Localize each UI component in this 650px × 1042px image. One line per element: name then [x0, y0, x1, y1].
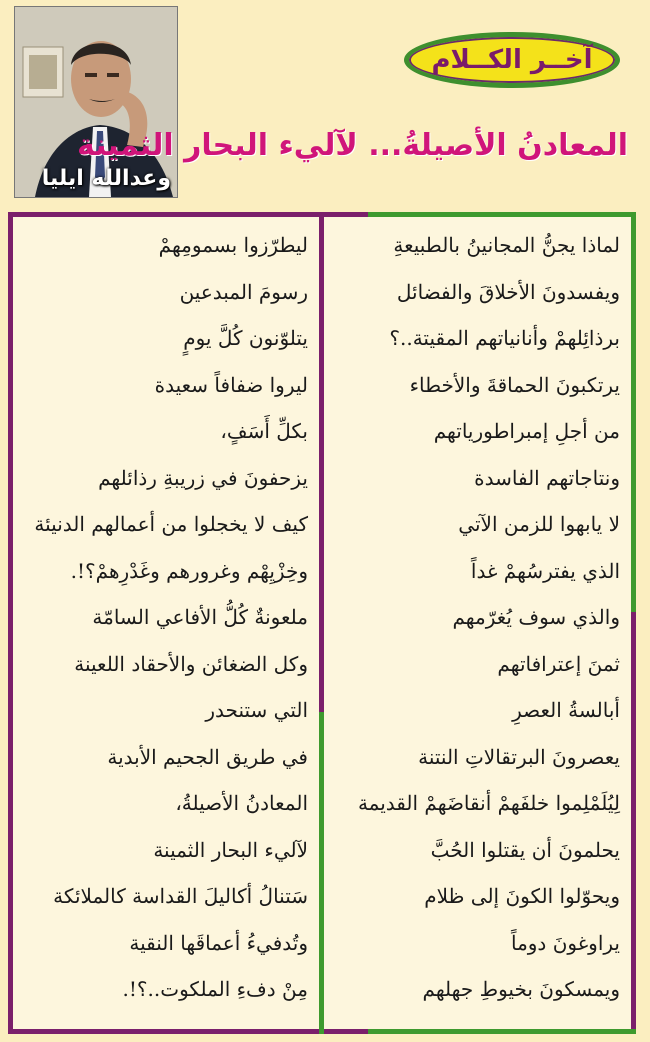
article-headline: المعادنُ الأصيلةُ... لآليء البحار الثمينة [77, 128, 628, 163]
poem-line: برذائِلهمْ وأنانياتهم المقيتة..؟ [389, 326, 620, 350]
poem-line: يراوغونَ دوماً [510, 930, 620, 955]
poem-line: ليروا ضفافاً سعيدة [154, 372, 308, 397]
poem-line: يتلوّنون كُلَّ يومٍ [183, 326, 308, 350]
poem-column-right [330, 222, 620, 1013]
frame-right-green [631, 212, 636, 612]
section-title: آخــر الكــلام [431, 45, 593, 75]
poem-line: كيف لا يخجلوا من أعمالهم الدنيئة [34, 512, 308, 536]
frame-right-purple [631, 612, 636, 1034]
poem-line: مِنْ دفءِ الملكوت..؟!. [122, 977, 308, 1001]
poem-line: التي ستنحدر [205, 698, 308, 722]
poem-line: في طريق الجحيم الأبدية [107, 744, 308, 769]
poem-line: بكلِّ أَسَفٍ، [220, 419, 308, 443]
section-title-badge [404, 32, 620, 88]
poem-line: ليطرّزوا بسمومِهمْ [158, 233, 308, 257]
poem-line: لماذا يجنُّ المجانينُ بالطبيعةِ [393, 233, 620, 257]
poem-line: المعادنُ الأصيلةُ، [175, 791, 308, 815]
frame-bottom-purple [8, 1029, 368, 1034]
frame-top-purple [8, 212, 368, 217]
poem-line: الذي يفترسُهمْ غداً [470, 558, 620, 583]
author-photo [14, 6, 178, 198]
poem-column-left [18, 222, 308, 1013]
frame-top-green [368, 212, 636, 217]
poem-body [16, 222, 628, 1022]
poem-line: ويحوّلوا الكونَ إلى ظلام [424, 884, 620, 908]
poem-line: يزحفونَ في زريبةِ رذائلهم [98, 465, 308, 490]
poem-line: ويمسكونَ بخيوطِ جهلهم [422, 977, 620, 1001]
poem-line: ونتاجاتهم الفاسدة [474, 465, 620, 490]
poem-line: أبالسةُ العصرِ [512, 698, 620, 722]
frame-left-purple [8, 212, 13, 1034]
poem-line: لِيُلَمْلِموا خلفَهمْ أنقاضَهمْ القديمة [357, 791, 620, 815]
poem-line: رسومَ المبدعين [179, 279, 308, 304]
poem-line: يحلمونَ أن يقتلوا الحُبَّ [430, 837, 620, 862]
poem-line: لا يابهوا للزمن الآتي [458, 512, 620, 536]
frame-bottom-green [368, 1029, 636, 1034]
poem-line: ويفسدونَ الأخلاقَ والفضائل [396, 279, 620, 304]
poem-line: من أجلِ إمبراطورياتهم [433, 419, 620, 443]
poem-line: وتُدفيءُ أعماقَها النقية [129, 930, 308, 955]
poem-line: والذي سوف يُغرّمهم [452, 605, 620, 629]
poem-line: لآليء البحار الثمينة [153, 837, 308, 862]
poem-line: يعصرونَ البرتقالاتِ النتنة [418, 744, 620, 769]
poem-line: ثمنَ إعترافاتهم [497, 651, 620, 676]
poem-line: ملعونةٌ كُلُّ الأفاعي السامّة [92, 605, 308, 629]
poem-line: سَتنالُ أكاليلَ القداسة كالملائكة [53, 884, 308, 908]
author-name-caption: وعدالله ايليا [41, 166, 171, 191]
poem-frame [8, 212, 636, 1034]
poem-line: يرتكبونَ الحماقةَ والأخطاء [409, 372, 620, 397]
poem-line: وكل الضغائن والأحقاد اللعينة [74, 651, 308, 676]
poem-line: وخِزْيِهْم وغرورهم وغَدْرِهمْ؟!. [70, 558, 308, 583]
